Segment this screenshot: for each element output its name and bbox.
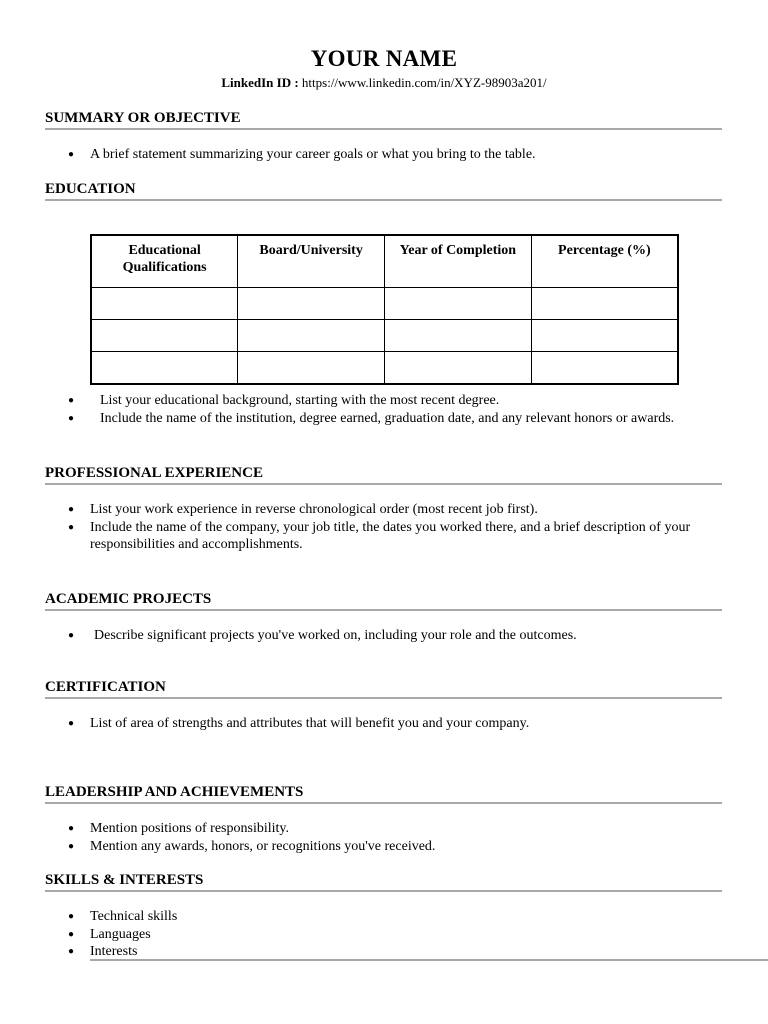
table-cell — [385, 288, 532, 320]
linkedin-label: LinkedIn ID : — [221, 75, 302, 90]
section-heading-experience: PROFESSIONAL EXPERIENCE — [45, 464, 722, 485]
list-item: ● Technical skills — [45, 908, 725, 926]
table-cell — [238, 320, 385, 352]
list-item: ● Describe significant projects you've worked on, including your role and the outcomes. — [45, 627, 725, 645]
table-cell — [385, 320, 532, 352]
table-row — [91, 320, 678, 352]
bottom-divider — [90, 959, 768, 961]
section-heading-projects: ACADEMIC PROJECTS — [45, 590, 722, 611]
column-header: Year of Completion — [385, 235, 532, 288]
section-heading-education: EDUCATION — [45, 180, 722, 201]
education-list — [45, 392, 725, 427]
list-item: ● Include the name of the company, your job title, the dates you worked there, and a brief description of your responsibilities and accomplishments. — [45, 519, 695, 554]
experience-list — [45, 501, 695, 554]
table-cell — [385, 352, 532, 385]
list-item: ● Mention any awards, honors, or recognitions you've received. — [45, 838, 725, 856]
list-item: ● Mention positions of responsibility. — [45, 820, 725, 838]
column-header: Board/University — [238, 235, 385, 288]
table-cell — [91, 320, 238, 352]
column-header: Educational Qualifications — [91, 235, 238, 288]
table-cell — [531, 288, 678, 320]
table-cell — [238, 288, 385, 320]
table-row — [91, 352, 678, 385]
table-cell — [91, 352, 238, 385]
leadership-list — [45, 820, 725, 855]
linkedin-line — [0, 75, 768, 91]
list-item: ● Interests — [45, 943, 725, 961]
summary-list — [45, 146, 725, 164]
table-cell — [531, 320, 678, 352]
list-item: ● A brief statement summarizing your career goals or what you bring to the table. — [45, 146, 725, 164]
column-header: Percentage (%) — [531, 235, 678, 288]
list-item: ● List your work experience in reverse chronological order (most recent job first). — [45, 501, 695, 519]
table-cell — [531, 352, 678, 385]
table-row — [91, 288, 678, 320]
section-heading-skills: SKILLS & INTERESTS — [45, 871, 722, 892]
skills-list — [45, 908, 725, 961]
certification-list — [45, 715, 725, 733]
projects-list — [45, 627, 725, 645]
section-heading-certification: CERTIFICATION — [45, 678, 722, 699]
list-item: ● Languages — [45, 926, 725, 944]
list-item: ● Include the name of the institution, degree earned, graduation date, and any relevant honors or awards. — [45, 410, 725, 428]
section-heading-leadership: LEADERSHIP AND ACHIEVEMENTS — [45, 783, 722, 804]
education-table — [90, 234, 679, 385]
section-heading-summary: SUMMARY OR OBJECTIVE — [45, 109, 722, 130]
table-cell — [91, 288, 238, 320]
linkedin-url: https://www.linkedin.com/in/XYZ-98903a201/ — [301, 75, 547, 90]
list-item: ● List of area of strengths and attributes that will benefit you and your company. — [45, 715, 725, 733]
list-item: ● List your educational background, starting with the most recent degree. — [45, 392, 725, 410]
table-cell — [238, 352, 385, 385]
resume-name: YOUR NAME — [310, 46, 458, 71]
table-header-row — [91, 235, 678, 288]
